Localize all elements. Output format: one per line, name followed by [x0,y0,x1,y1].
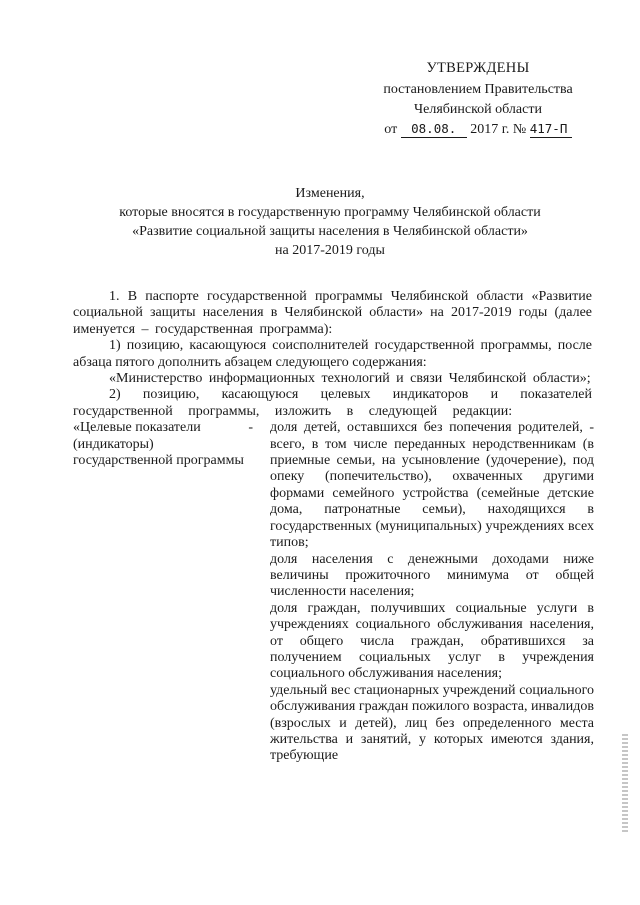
title-line-4: на 2017-2019 годы [275,243,385,258]
date-field: 08.08. [401,121,467,138]
year-text: 2017 г. № [470,122,527,137]
title-line-2: которые вносятся в государственную программу Челябинской области [119,205,541,220]
indicators-label-cell [73,420,259,765]
label-dash: - [248,420,253,436]
indicator-item: удельный вес стационарных учреждений социального обслуживания граждан пожилого возраста, инвалидов (взрослых и детей), лиц без определенного места жительства и занятий, у которых имеются здания, требующие [270,682,594,764]
paragraph-4: 2) позицию, касающуюся целевых индикаторов и показателей государственной программы, изложить в следующей редакции: [73,387,592,419]
indicators-label: «Целевые показатели (индикаторы) государственной программы [73,420,244,469]
indicator-item: доля детей, оставшихся без попечения родителей, - всего, в том числе переданных неродственникам (в приемные семьи, на усыновление (удочерение), под опеку (попечительство), охваченных другими формами семейного устройства (семейные детские дома, патронатные семьи), находящихся в государственных (муниципальных) учреждениях всех типов; [270,420,594,551]
approval-stamp [363,58,593,140]
title-line-1: Изменения, [295,186,365,201]
title-line-3: «Развитие социальной защиты населения в Челябинской области» [132,224,528,239]
indicators-table [73,420,592,765]
indicators-list [270,420,594,765]
document-title [60,184,600,260]
paragraph-3: «Министерство информационных технологий и связи Челябинской области»; [109,371,591,387]
approval-line-2: Челябинской области [414,102,542,117]
approval-line-1: постановлением Правительства [383,82,573,97]
number-field: 417-П [530,121,572,138]
indicator-item: доля населения с денежными доходами ниже величины прожиточного минимума от общей численности населения; [270,551,594,600]
date-prefix: от [384,122,398,137]
approval-date-line [363,120,593,140]
scan-margin-mark [622,734,628,834]
indicator-item: доля граждан, получивших социальные услуги в учреждениях социального обслуживания населения, от общего числа граждан, обратившихся за получением социальных услуг в учреждения социального обслуживания населения; [270,600,594,682]
document-body [73,289,592,765]
approval-heading: УТВЕРЖДЕНЫ [426,60,530,76]
paragraph-2: 1) позицию, касающуюся соисполнителей государственной программы, после абзаца пятого дополнить абзацем следующего содержания: [73,338,592,370]
paragraph-1: 1. В паспорте государственной программы Челябинской области «Развитие социальной защиты населения в Челябинской области» на 2017-2019 годы (далее именуется – государственная программа): [73,289,592,337]
